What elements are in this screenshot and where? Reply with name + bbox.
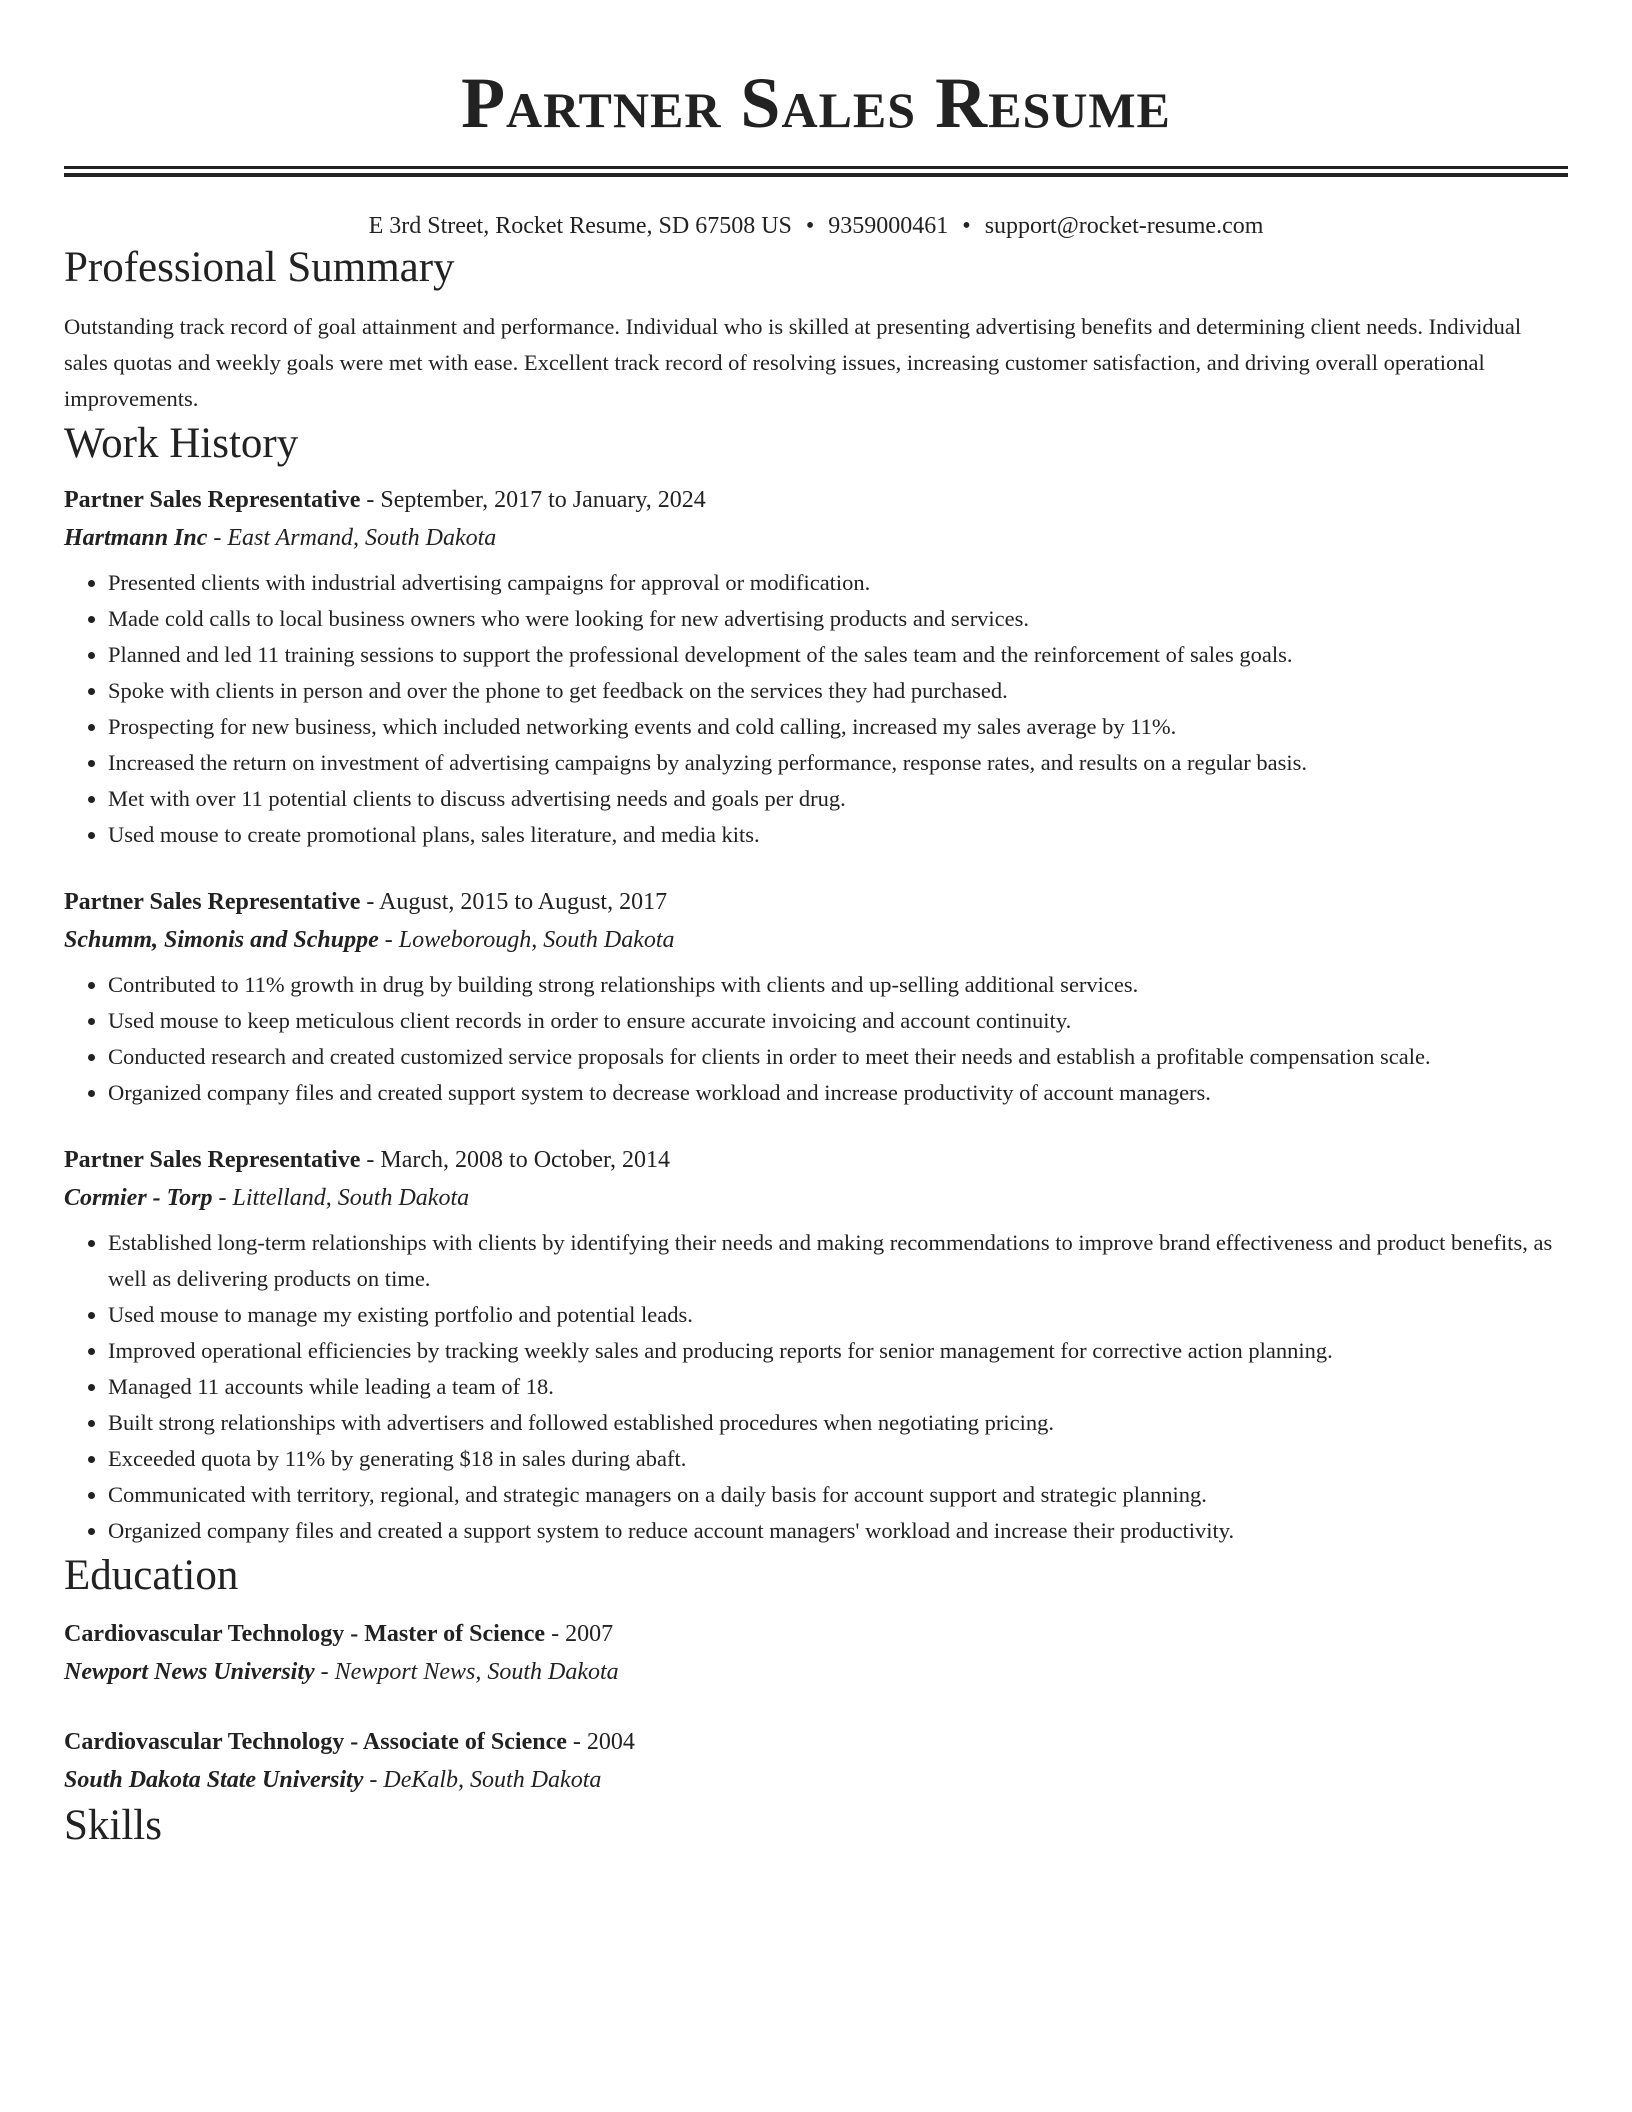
- duty-list: [64, 565, 1568, 853]
- job-title-line: Partner Sales Representative - August, 2015 to August, 2017: [64, 889, 668, 915]
- education-heading: Education: [64, 1552, 239, 1599]
- summary-text: Outstanding track record of goal attainment and performance. Individual who is skilled at presenting advertising benefits and determining client needs. Individual sales quotas and weekly goals were met with ease. Excellent track record of resolving issues, increasing customer satisfaction, and driving overall operational improvements.: [64, 314, 1522, 411]
- duty-item: • Conducted research and created customized service proposals for clients in order to meet their needs and establish a profitable compensation scale.: [108, 1039, 1568, 1075]
- contact-email: support@rocket-resume.com: [984, 213, 1264, 239]
- duty-item: • Made cold calls to local business owners who were looking for new advertising products and services.: [108, 601, 1568, 637]
- duty-item: • Built strong relationships with advertisers and followed established procedures when negotiating pricing.: [108, 1405, 1568, 1441]
- degree: Cardiovascular Technology - Associate of Science: [64, 1729, 567, 1755]
- contact-separator: •: [962, 213, 971, 239]
- job-title-line: Partner Sales Representative - March, 2008 to October, 2014: [64, 1147, 671, 1173]
- duty-list: [64, 967, 1568, 1111]
- duty-item: • Contributed to 11% growth in drug by building strong relationships with clients and up-selling additional services.: [108, 967, 1568, 1003]
- company-location: East Armand, South Dakota: [227, 525, 497, 551]
- school-location: DeKalb, South Dakota: [383, 1767, 602, 1793]
- company-name: Schumm, Simonis and Schuppe: [64, 927, 379, 953]
- duty-item: • Communicated with territory, regional, and strategic managers on a daily basis for account support and strategic planning.: [108, 1477, 1568, 1513]
- company-line: Schumm, Simonis and Schuppe - Loweborough, South Dakota: [64, 927, 675, 953]
- degree-line: Cardiovascular Technology - Associate of Science - 2004: [64, 1729, 635, 1755]
- title-divider: [64, 166, 1568, 177]
- work-history-heading: Work History: [64, 420, 299, 467]
- company-name: Hartmann Inc: [64, 525, 208, 551]
- contact-line: [64, 211, 1568, 241]
- job-entry: [64, 481, 1568, 853]
- contact-address: E 3rd Street, Rocket Resume, SD 67508 US: [368, 213, 792, 239]
- company-location: Littelland, South Dakota: [232, 1185, 470, 1211]
- skills-heading: Skills: [64, 1802, 162, 1849]
- job-title-line: Partner Sales Representative - September, 2017 to January, 2024: [64, 487, 706, 513]
- school-line: South Dakota State University - DeKalb, South Dakota: [64, 1767, 602, 1793]
- school-name: Newport News University: [64, 1659, 315, 1685]
- company-line: Cormier - Torp - Littelland, South Dakota: [64, 1185, 470, 1211]
- duty-item: • Met with over 11 potential clients to discuss advertising needs and goals per drug.: [108, 781, 1568, 817]
- graduation-year: 2007: [565, 1621, 614, 1647]
- school-location: Newport News, South Dakota: [334, 1659, 619, 1685]
- job-entry: [64, 1141, 1568, 1549]
- graduation-year: 2004: [586, 1729, 635, 1755]
- degree: Cardiovascular Technology - Master of Science: [64, 1621, 546, 1647]
- company-location: Loweborough, South Dakota: [398, 927, 675, 953]
- duty-item: • Organized company files and created support system to decrease workload and increase productivity of account managers.: [108, 1075, 1568, 1111]
- degree-line: Cardiovascular Technology - Master of Science - 2007: [64, 1621, 614, 1647]
- duty-item: • Exceeded quota by 11% by generating $18 in sales during abaft.: [108, 1441, 1568, 1477]
- education-entry: [64, 1723, 1568, 1799]
- job-title: Partner Sales Representative: [64, 1147, 361, 1173]
- duty-item: • Improved operational efficiencies by tracking weekly sales and producing reports for senior management for corrective action planning.: [108, 1333, 1568, 1369]
- duty-item: • Spoke with clients in person and over the phone to get feedback on the services they had purchased.: [108, 673, 1568, 709]
- contact-separator: •: [805, 213, 815, 239]
- duty-list: [64, 1225, 1568, 1549]
- education-entry: [64, 1615, 1568, 1691]
- job-title: Partner Sales Representative: [64, 487, 361, 513]
- school-line: Newport News University - Newport News, South Dakota: [64, 1659, 619, 1685]
- duty-item: • Presented clients with industrial advertising campaigns for approval or modification.: [108, 565, 1568, 601]
- job-entry: [64, 883, 1568, 1111]
- duty-item: • Used mouse to manage my existing portfolio and potential leads.: [108, 1297, 1568, 1333]
- duty-item: • Prospecting for new business, which included networking events and cold calling, increased my sales average by 11%.: [108, 709, 1568, 745]
- duty-item: • Planned and led 11 training sessions to support the professional development of the sales team and the reinforcement of sales goals.: [108, 637, 1568, 673]
- company-line: Hartmann Inc - East Armand, South Dakota: [64, 525, 497, 551]
- duty-item: • Increased the return on investment of advertising campaigns by analyzing performance, response rates, and results on a regular basis.: [108, 745, 1568, 781]
- job-title: Partner Sales Representative: [64, 889, 361, 915]
- resume-title: Partner Sales Resume: [461, 63, 1171, 143]
- school-name: South Dakota State University: [64, 1767, 364, 1793]
- duty-item: • Used mouse to create promotional plans, sales literature, and media kits.: [108, 817, 1568, 853]
- job-dates: September, 2017 to January, 2024: [380, 487, 706, 513]
- duty-item: • Organized company files and created a support system to reduce account managers' workload and increase their productivity.: [108, 1513, 1568, 1549]
- company-name: Cormier - Torp: [64, 1185, 213, 1211]
- job-dates: August, 2015 to August, 2017: [379, 889, 668, 915]
- duty-item: • Managed 11 accounts while leading a team of 18.: [108, 1369, 1568, 1405]
- summary-heading: Professional Summary: [64, 244, 455, 291]
- contact-phone: 9359000461: [828, 213, 949, 239]
- duty-item: • Used mouse to keep meticulous client records in order to ensure accurate invoicing and account continuity.: [108, 1003, 1568, 1039]
- duty-item: • Established long-term relationships with clients by identifying their needs and making recommendations to improve brand effectiveness and product benefits, as well as delivering products on time.: [108, 1225, 1568, 1297]
- job-dates: March, 2008 to October, 2014: [380, 1147, 671, 1173]
